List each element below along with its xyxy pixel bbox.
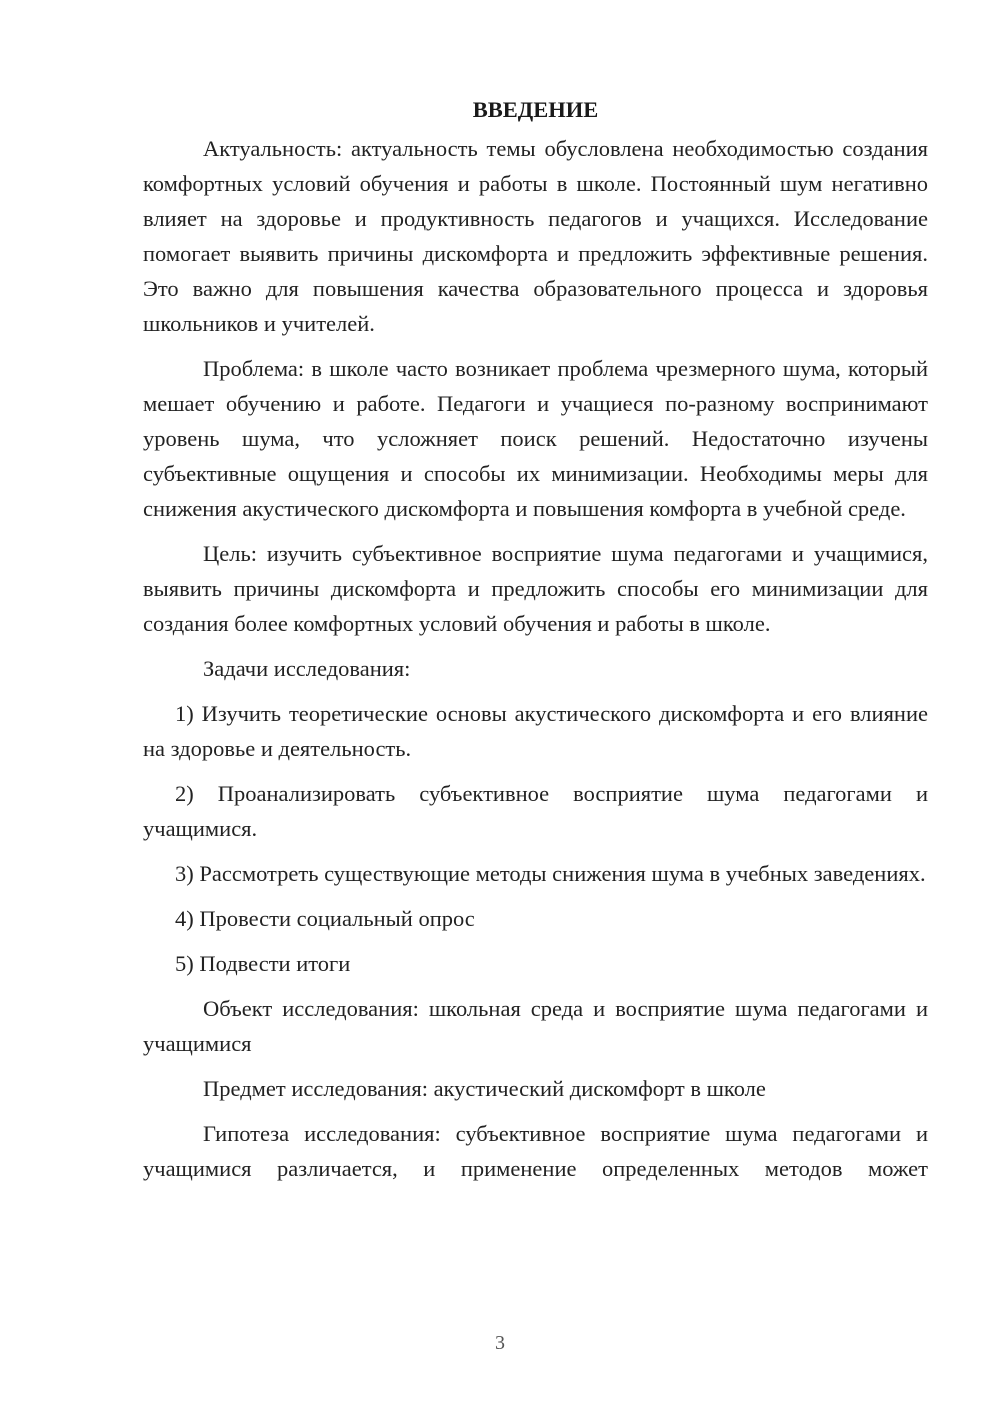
page-number: 3 bbox=[495, 1332, 505, 1354]
subject-paragraph: Предмет исследования: акустический дискомфорт в школе bbox=[203, 1076, 766, 1101]
task-item-4: 4) Провести социальный опрос bbox=[175, 906, 475, 931]
task-item-2: 2) Проанализировать субъективное восприятие шума педагогами и учащимися. bbox=[143, 781, 928, 841]
task-item-5: 5) Подвести итоги bbox=[175, 951, 351, 976]
section-title: ВВЕДЕНИЕ bbox=[472, 97, 599, 122]
document-page bbox=[143, 92, 928, 1196]
hypothesis-paragraph: Гипотеза исследования: субъективное восприятие шума педагогами и учащимися различается, и применение определенных методов может bbox=[143, 1121, 928, 1181]
task-item-1: 1) Изучить теоретические основы акустического дискомфорта и его влияние на здоровье и деятельность. bbox=[143, 701, 928, 761]
relevance-paragraph: Актуальность: актуальность темы обусловлена необходимостью создания комфортных условий обучения и работы в школе. Постоянный шум негативно влияет на здоровье и продуктивность педагогов и учащихся. Исследование помогает выявить причины дискомфорта и предложить эффективные решения. Это важно для повышения качества образовательного процесса и здоровья школьников и учителей. bbox=[143, 136, 928, 336]
task-item-3: 3) Рассмотреть существующие методы снижения шума в учебных заведениях. bbox=[175, 861, 926, 886]
tasks-heading: Задачи исследования: bbox=[203, 656, 411, 681]
object-paragraph: Объект исследования: школьная среда и восприятие шума педагогами и учащимися bbox=[143, 996, 928, 1056]
goal-paragraph: Цель: изучить субъективное восприятие шума педагогами и учащимися, выявить причины дискомфорта и предложить способы его минимизации для создания более комфортных условий обучения и работы в школе. bbox=[143, 541, 928, 636]
problem-paragraph: Проблема: в школе часто возникает проблема чрезмерного шума, который мешает обучению и работе. Педагоги и учащиеся по-разному воспринимают уровень шума, что усложняет поиск решений. Недостаточно изучены субъективные ощущения и способы их минимизации. Необходимы меры для снижения акустического дискомфорта и повышения комфорта в учебной среде. bbox=[143, 356, 928, 521]
